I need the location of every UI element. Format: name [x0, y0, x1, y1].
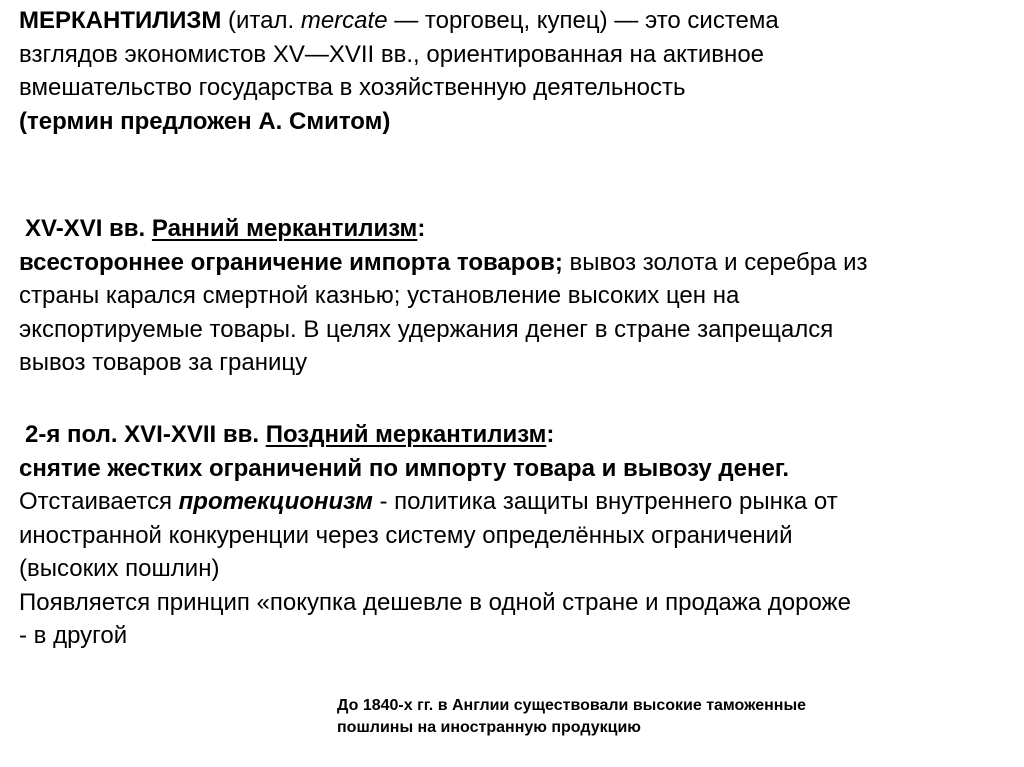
definition-line-1: [19, 4, 1024, 38]
late-bold-line: снятие жестких ограничений по импорту товара и вывозу денег.: [19, 454, 790, 482]
late-line-3: [19, 485, 1024, 519]
early-line-2-rest: вывоз золота и серебра из: [562, 248, 868, 276]
late-mercantilism-block: [19, 418, 1024, 653]
early-title: Ранний меркантилизм: [151, 215, 418, 242]
early-line-5: вывоз товаров за границу: [19, 349, 308, 376]
late-line-6: Появляется принцип «покупка дешевле в одной стране и продажа дороже: [19, 588, 851, 616]
etymology-close: — торговец, купец) — это система: [387, 7, 779, 34]
footnote-line-2: пошлины на иностранную продукцию: [337, 719, 641, 736]
term-origin-note: (термин предложен А. Смитом): [19, 107, 391, 135]
footnote-line-1: До 1840-х гг. в Англии существовали высокие таможенные: [337, 697, 807, 714]
late-colon: :: [546, 421, 555, 448]
early-colon: :: [417, 215, 426, 242]
late-line-3-end: - политика защиты внутреннего рынка от: [372, 488, 838, 515]
term-mercantilism: МЕРКАНТИЛИЗМ: [19, 7, 222, 34]
etymology-open: (итал.: [221, 7, 301, 34]
etymology-word: mercate: [300, 7, 388, 34]
protectionism-term: протекционизм: [178, 488, 373, 515]
early-heading: [19, 212, 1024, 246]
late-period: 2-я пол. XVI-XVII вв.: [25, 421, 266, 448]
footnote: [337, 695, 997, 739]
late-line-7: - в другой: [19, 622, 128, 649]
late-heading: [19, 418, 1024, 452]
late-title: Поздний меркантилизм: [265, 421, 547, 448]
early-bold-lead: всестороннее ограничение импорта товаров;: [19, 248, 563, 276]
late-line-4: иностранной конкуренции через систему определённых ограничений: [19, 521, 793, 549]
early-period: XV-XVI вв.: [25, 215, 152, 242]
early-mercantilism-block: [19, 212, 1024, 380]
late-line-3-start: Отстаивается: [19, 488, 179, 515]
early-line-2: [19, 246, 1024, 280]
definition-block: [19, 4, 1024, 138]
late-line-5: (высоких пошлин): [19, 555, 220, 582]
early-line-4: экспортируемые товары. В целях удержания денег в стране запрещался: [19, 315, 834, 343]
definition-line-2: взглядов экономистов XV—XVII вв., ориентированная на активное: [19, 40, 765, 68]
early-line-3: страны карался смертной казнью; установление высоких цен на: [19, 282, 740, 309]
definition-line-3: вмешательство государства в хозяйственную деятельность: [19, 74, 686, 101]
